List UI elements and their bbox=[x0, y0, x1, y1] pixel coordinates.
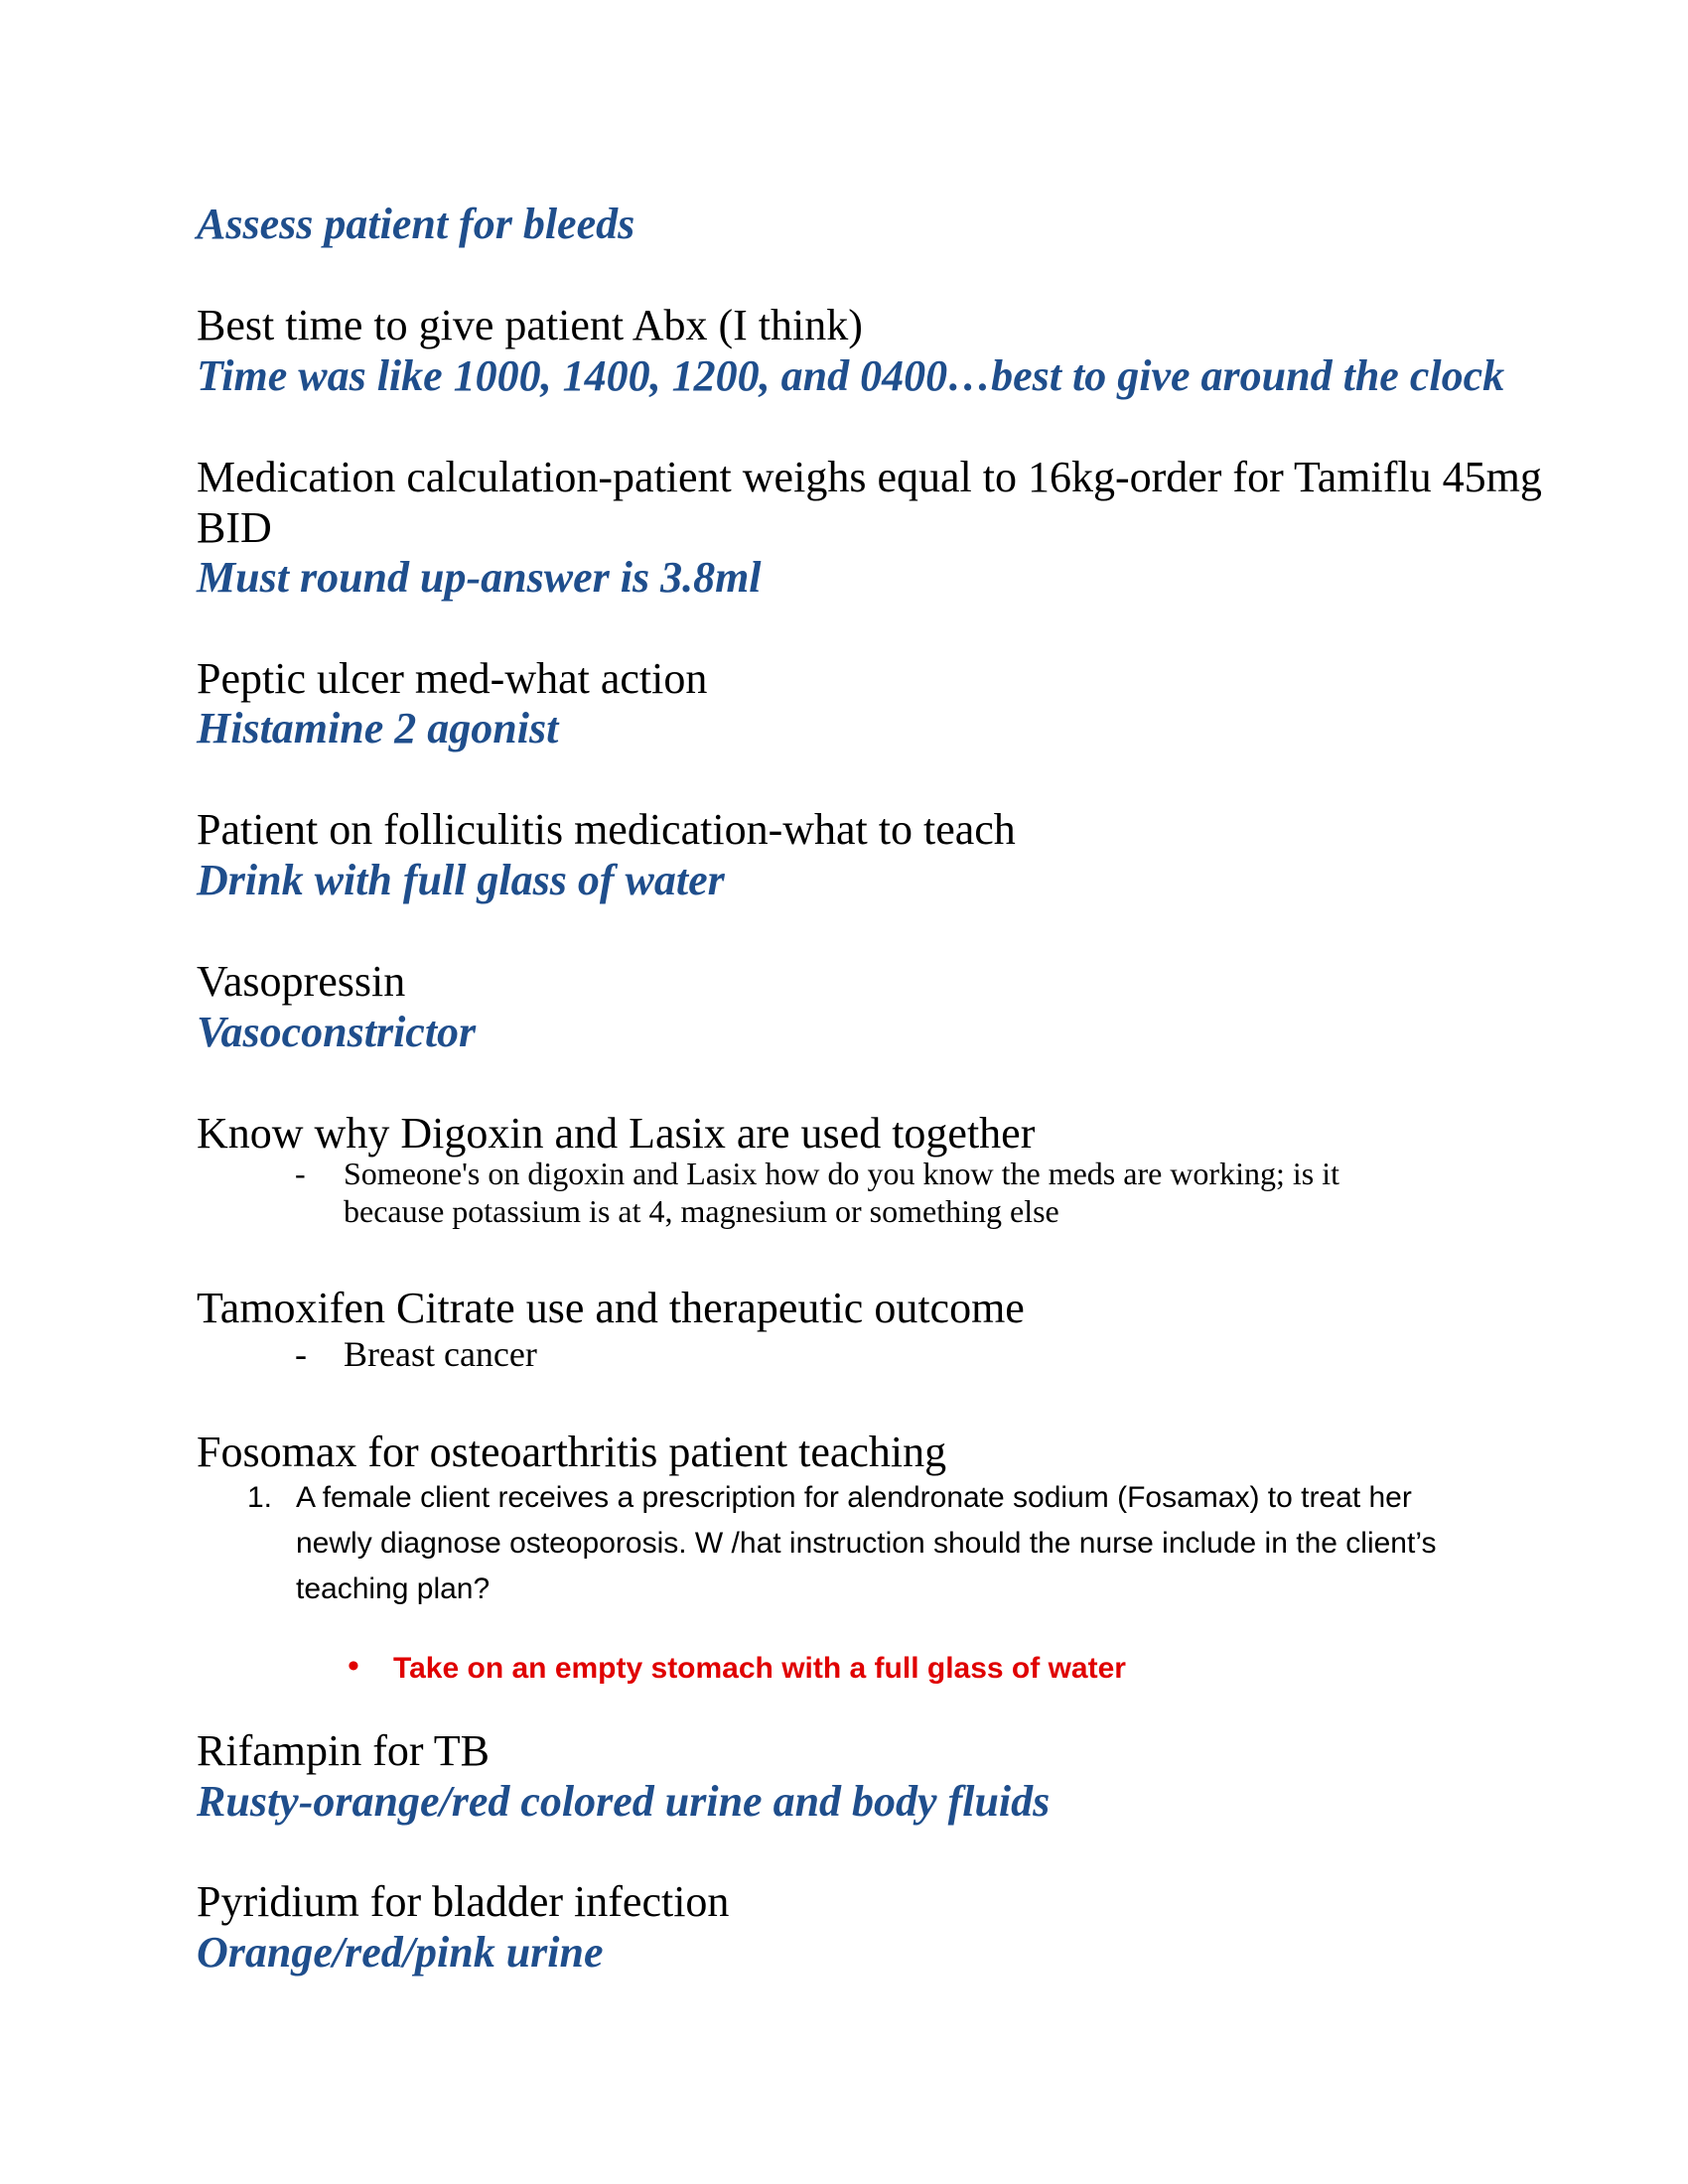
folliculitis-question: Patient on folliculitis medication-what to teach bbox=[197, 805, 1016, 854]
calc-question-line-1: Medication calculation-patient weighs equal to 16kg-order for Tamiflu 45mg bbox=[197, 453, 1542, 501]
fosomax-question: Fosomax for osteoarthritis patient teaching bbox=[197, 1428, 947, 1476]
digoxin-subpoint-line-2: because potassium is at 4, magnesium or something else bbox=[344, 1193, 1059, 1229]
calc-question-line-2: BID bbox=[197, 503, 272, 552]
abx-question: Best time to give patient Abx (I think) bbox=[197, 301, 863, 349]
tamoxifen-question: Tamoxifen Citrate use and therapeutic outcome bbox=[197, 1284, 1025, 1332]
dash-bullet: - bbox=[295, 1334, 307, 1374]
assess-note: Assess patient for bleeds bbox=[197, 200, 635, 248]
calc-answer: Must round up-answer is 3.8ml bbox=[197, 553, 762, 602]
vasopressin-answer: Vasoconstrictor bbox=[197, 1008, 477, 1056]
ulcer-question: Peptic ulcer med-what action bbox=[197, 654, 708, 703]
tamoxifen-subpoint: Breast cancer bbox=[344, 1334, 537, 1374]
fosomax-subpoint-line-2: newly diagnose osteoporosis. W /hat instruction should the nurse include in the client’s bbox=[296, 1527, 1437, 1560]
bullet-dot-icon: • bbox=[348, 1648, 359, 1685]
pyridium-answer: Orange/red/pink urine bbox=[197, 1928, 604, 1977]
list-number: 1. bbox=[247, 1481, 273, 1514]
ulcer-answer: Histamine 2 agonist bbox=[197, 704, 559, 752]
fosomax-answer: Take on an empty stomach with a full glass of water bbox=[393, 1652, 1126, 1685]
dash-bullet: - bbox=[295, 1156, 306, 1191]
digoxin-subpoint-line-1: Someone's on digoxin and Lasix how do you know the meds are working; is it bbox=[344, 1156, 1339, 1191]
rifampin-question: Rifampin for TB bbox=[197, 1726, 490, 1775]
fosomax-subpoint-line-1: A female client receives a prescription for alendronate sodium (Fosamax) to treat her bbox=[296, 1481, 1412, 1514]
abx-answer: Time was like 1000, 1400, 1200, and 0400…best to give around the clock bbox=[197, 351, 1505, 400]
rifampin-answer: Rusty-orange/red colored urine and body fluids bbox=[197, 1777, 1051, 1826]
folliculitis-answer: Drink with full glass of water bbox=[197, 856, 725, 904]
pyridium-question: Pyridium for bladder infection bbox=[197, 1877, 730, 1926]
vasopressin-question: Vasopressin bbox=[197, 957, 406, 1006]
fosomax-subpoint-line-3: teaching plan? bbox=[296, 1572, 491, 1605]
digoxin-question: Know why Digoxin and Lasix are used together bbox=[197, 1109, 1036, 1158]
